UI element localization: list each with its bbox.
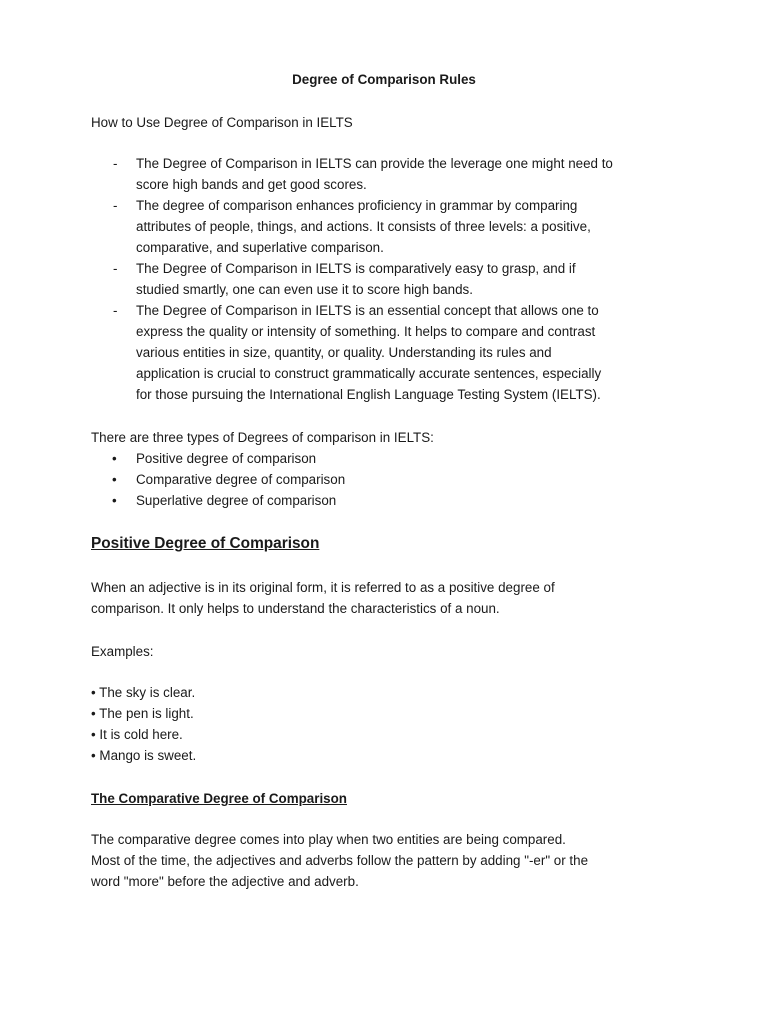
document-title: Degree of Comparison Rules bbox=[292, 72, 476, 87]
list-item bbox=[91, 300, 691, 405]
list-item bbox=[91, 490, 345, 511]
paragraph-line: word "more" before the adjective and adverb. bbox=[91, 874, 359, 889]
bullet-marker: • bbox=[112, 493, 117, 508]
paragraph-line: The comparative degree comes into play when two entities are being compared. bbox=[91, 832, 566, 847]
positive-degree-paragraph bbox=[91, 577, 651, 619]
list-item: • Mango is sweet. bbox=[91, 748, 197, 763]
point-line: studied smartly, one can even use it to score high bands. bbox=[136, 282, 473, 297]
examples-label: Examples: bbox=[91, 644, 154, 659]
comparative-degree-heading: The Comparative Degree of Comparison bbox=[91, 791, 347, 806]
dash-marker: - bbox=[113, 198, 118, 213]
list-item bbox=[91, 153, 691, 195]
bullet-marker: • bbox=[112, 451, 117, 466]
point-line: for those pursuing the International English Language Testing System (IELTS). bbox=[136, 387, 601, 402]
list-item bbox=[91, 469, 345, 490]
point-line: The degree of comparison enhances proficiency in grammar by comparing bbox=[136, 198, 578, 213]
dash-marker: - bbox=[113, 156, 118, 171]
examples-list bbox=[91, 682, 196, 766]
point-line: express the quality or intensity of something. It helps to compare and contrast bbox=[136, 324, 596, 339]
point-line: attributes of people, things, and actions. It consists of three levels: a positive, bbox=[136, 219, 591, 234]
list-item: • The pen is light. bbox=[91, 706, 194, 721]
list-item bbox=[91, 195, 691, 258]
point-line: The Degree of Comparison in IELTS is an essential concept that allows one to bbox=[136, 303, 599, 318]
comparative-degree-paragraph bbox=[91, 829, 691, 892]
positive-degree-heading: Positive Degree of Comparison bbox=[91, 535, 320, 552]
types-list bbox=[91, 448, 345, 511]
type-label: Superlative degree of comparison bbox=[136, 493, 337, 508]
dash-marker: - bbox=[113, 261, 118, 276]
paragraph-line: When an adjective is in its original form, it is referred to as a positive degree of bbox=[91, 580, 555, 595]
list-item: • It is cold here. bbox=[91, 727, 183, 742]
paragraph-line: Most of the time, the adjectives and adverbs follow the pattern by adding "-er" or the bbox=[91, 853, 589, 868]
paragraph-line: comparison. It only helps to understand the characteristics of a noun. bbox=[91, 601, 500, 616]
dash-marker: - bbox=[113, 303, 118, 318]
bullet-marker: • bbox=[112, 472, 117, 487]
list-item bbox=[91, 448, 345, 469]
list-item bbox=[91, 258, 691, 300]
list-item: • The sky is clear. bbox=[91, 685, 196, 700]
point-line: various entities in size, quantity, or quality. Understanding its rules and bbox=[136, 345, 552, 360]
type-label: Positive degree of comparison bbox=[136, 451, 317, 466]
point-line: comparative, and superlative comparison. bbox=[136, 240, 384, 255]
type-label: Comparative degree of comparison bbox=[136, 472, 346, 487]
point-line: The Degree of Comparison in IELTS can provide the leverage one might need to bbox=[136, 156, 613, 171]
point-line: The Degree of Comparison in IELTS is comparatively easy to grasp, and if bbox=[136, 261, 576, 276]
point-line: application is crucial to construct grammatically accurate sentences, especially bbox=[136, 366, 602, 381]
intro-line: How to Use Degree of Comparison in IELTS bbox=[91, 115, 353, 130]
key-points-list bbox=[91, 153, 691, 405]
types-intro: There are three types of Degrees of comparison in IELTS: bbox=[91, 430, 434, 445]
point-line: score high bands and get good scores. bbox=[136, 177, 367, 192]
